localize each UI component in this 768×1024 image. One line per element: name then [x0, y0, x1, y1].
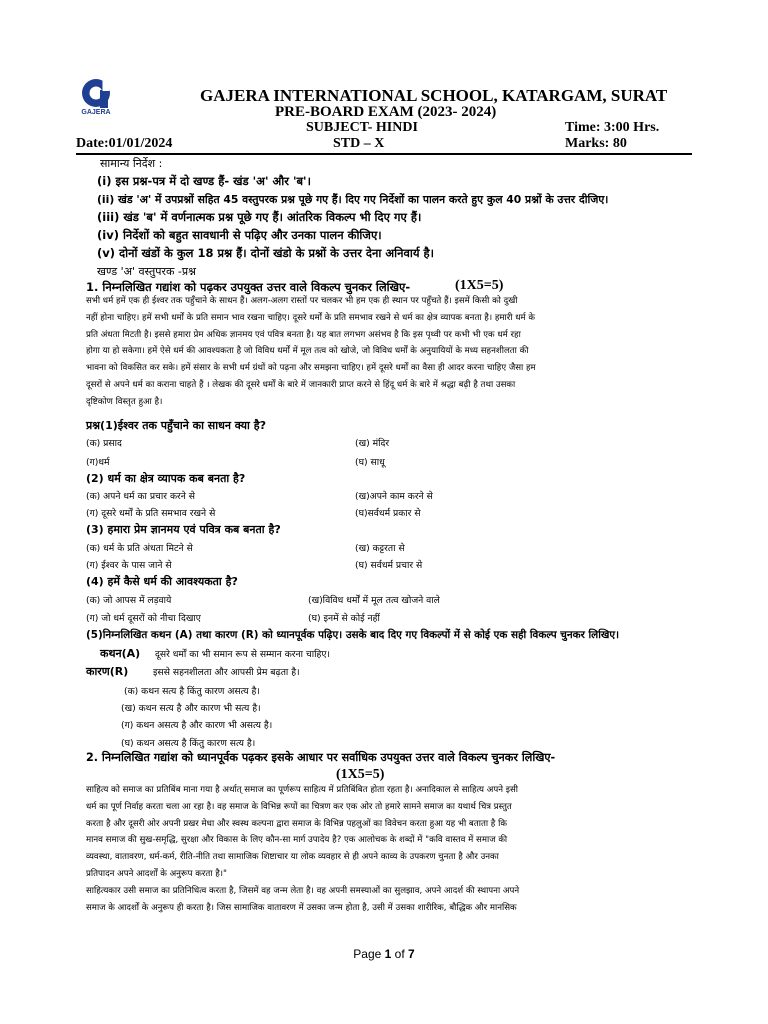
q1-passage-line: होगा या हो सकेगा। हमें ऐसे धर्म की आवश्यकता है जो विविध धर्मों में मूल तत्व को खोजे, जो विविध धर्मों के अनुयायियों के मध्य सहनशीलता की — [86, 346, 529, 357]
instruction-3: (iii) खंड 'ब' में वर्णनात्मक प्रश्न पूछे गए हैं। आंतरिक विकल्प भी दिए गए हैं। — [97, 210, 422, 224]
q2-passage-line: साहित्य को समाज का प्रतिबिंब माना गया है अर्थात् समाज का पूर्णरूप साहित्य में प्रतिबिंबित होता रहता है। अनादिकाल से साहित्य अपने इसी — [86, 785, 518, 795]
q2-passage-line: प्रतिपादन अपने आदर्शों के अनुरूप करता है।" — [86, 868, 227, 879]
exam-time: Time: 3:00 Hrs. — [565, 120, 660, 135]
q2-passage-line: साहित्यकार उसी समाज का प्रतिनिधित्व करता है, जिसमें वह जन्म लेता है। वह अपनी समस्याओं का सुलझाव, अपने आदर्श की स्थापना अपने — [86, 885, 520, 896]
q1-5-option-b: (ख) कथन सत्य है और कारण भी सत्य है। — [121, 703, 261, 714]
q1-1-option-b: (ख) मंदिर — [355, 438, 390, 449]
q1-4-option-c: (ग) जो धर्म दूसरों को नीचा दिखाए — [86, 613, 201, 624]
instruction-2: (ii) खंड 'अ' में उपप्रश्नों सहित 45 वस्तुपरक प्रश्न पूछे गए हैं। दिए गए निर्देशों का पालन करते हुए कुल 40 प्रश्नों के उत्तर दीजिए। — [97, 193, 609, 206]
q1-3-option-c: (ग) ईश्वर के पास जाने से — [86, 560, 172, 571]
q1-5-question: (5)निम्नलिखित कथन (A) तथा कारण (R) को ध्यानपूर्वक पढ़िए। उसके बाद दिए गए विकल्पों में से कोई एक सही विकल्प चुनकर लिखिए। — [86, 629, 620, 641]
instruction-4: (iv) निर्देशों को बहुत सावधानी से पढ़िए और उनका पालन कीजिए। — [97, 228, 382, 242]
page-number — [0, 947, 768, 961]
q1-passage-line: नहीं होना चाहिए। हमें सभी धर्मों के प्रति समान भाव रखना चाहिए। दूसरे धर्मों के प्रति समभाव रखने से धर्म का क्षेत्र व्यापक बनता है। हमारी धर्म के — [86, 312, 536, 323]
q2-passage — [86, 782, 692, 916]
q2-passage-line: धर्म का पूर्ण निर्वाह करता चला आ रहा है। वह समाज के विभिन्न रूपों का चित्रण कर एक ओर तो हमारे सामने समाज का यथार्थ चित्र प्रस्तुत — [86, 801, 512, 812]
q1-4-option-b: (ख)विविध धर्मों में मूल तत्व खोजने वाले — [308, 595, 440, 606]
logo-text: GAJERA — [81, 109, 111, 116]
q1-marks: (1X5=5) — [455, 278, 504, 293]
q2-passage-line: मानव समाज की सुख-समृद्धि, सुरक्षा और विकास के लिए कौन-सा मार्ग उपादेय है? एक आलोचक के शब्दों में "कवि वास्तव में समाज की — [86, 835, 508, 846]
q1-3-option-a: (क) धर्म के प्रति अंधता मिटने से — [86, 543, 193, 554]
q1-passage-line: प्रति अंधता मिटती है। इससे हमारा प्रेम अधिक ज्ञानमय एवं पवित्र बनता है। यह बात लगभग असंभव है कि इस पृथ्वी पर कभी भी एक धर्म रहा — [86, 329, 521, 340]
exam-date: Date:01/01/2024 — [76, 136, 173, 151]
q1-heading: 1. निम्नलिखित गद्यांश को पढ़कर उपयुक्त उत्तर वाले विकल्प चुनकर लिखिए- — [86, 280, 411, 294]
page-current: 1 — [384, 947, 392, 961]
q2-marks: (1X5=5) — [336, 767, 385, 782]
q1-passage — [86, 293, 692, 411]
q1-1-option-a: (क) प्रसाद — [86, 438, 122, 449]
q1-3-option-b: (ख) कट्टरता से — [355, 543, 405, 554]
total-marks: Marks: 80 — [565, 136, 627, 151]
q1-1-option-c: (ग)धर्म — [86, 457, 110, 468]
q1-passage-line: दूसरों से अपने धर्म का कराना चाहते हैं । लेखक की दूसरे धर्मों के बारे में जानकारी प्राप्त करने से हिंदू धर्म के बारे में श्रद्धा बढ़ी है तथा उसका — [86, 379, 516, 390]
q1-passage-line: सभी धर्म हमें एक ही ईश्वर तक पहुँचाने के साधन हैं। अलग-अलग रास्तों पर चलकर भी हम एक ही स्थान पर पहुँचते हैं। इसमें किसी को दुखी — [86, 296, 518, 306]
page-of: of — [391, 947, 409, 961]
exam-title: PRE-BOARD EXAM (2023- 2024) — [275, 104, 497, 120]
q1-2-option-b: (ख)अपने काम करने से — [355, 491, 433, 502]
q1-4-option-a: (क) जो आपस में लड़वाये — [86, 595, 172, 606]
q2-passage-line: करता है और दूसरी ओर अपनी प्रखर मेधा और स्वस्थ कल्पना द्वारा समाज के विभिन्न पहलुओं का विवेचन करता हुआ यह भी बताता है कि — [86, 818, 507, 829]
q1-3-option-d: (घ) सर्वधर्म प्रचार से — [355, 560, 423, 571]
q1-2-option-d: (घ)सर्वधर्म प्रकार से — [355, 508, 421, 519]
q1-1-question: प्रश्न(1)ईश्वर तक पहुँचाने का साधन क्या है? — [86, 419, 266, 432]
q2-passage-line: समाज के आदर्शों के अनुरूप ही करता है। जिस सामाजिक वातावरण में उसका जन्म होता है, उसी में उसका शारीरिक, बौद्धिक और मानसिक — [86, 902, 517, 913]
instructions-title: सामान्य निर्देश : — [100, 157, 163, 170]
q1-passage-line: दृष्टिकोण विस्तृत हुआ है। — [86, 396, 163, 407]
school-logo — [76, 76, 116, 124]
q1-5-option-c: (ग) कथन असत्य है और कारण भी असत्य है। — [121, 720, 273, 731]
q1-5-option-a: (क) कथन सत्य है किंतु कारण असत्य है। — [124, 686, 260, 697]
q1-1-option-d: (घ) साधू — [355, 457, 385, 468]
subject: SUBJECT- HINDI — [306, 120, 418, 135]
standard: STD – X — [333, 136, 385, 151]
q1-passage-line: भावना को विकसित कर सके। हमें संसार के सभी धर्म ग्रंथों को पढ़ना और समझना चाहिए। हमें दूसरे धर्मों का वैसा ही आदर करना चाहिए जैसा हम — [86, 363, 536, 374]
kathan-text: दूसरे धर्मों का भी समान रूप से सम्मान करना चाहिए। — [155, 649, 330, 660]
header-divider — [76, 153, 692, 155]
kathan-label: कथन(A) — [100, 647, 141, 660]
karan-text: इससे सहनशीलता और आपसी प्रेम बढ़ता है। — [153, 667, 300, 678]
q1-4-question: (4) हमें कैसे धर्म की आवश्यकता है? — [86, 575, 238, 588]
q1-4-option-d: (घ) इनमें से कोई नहीं — [308, 613, 380, 624]
karan-label: कारण(R) — [86, 665, 129, 678]
page-total: 7 — [408, 947, 415, 961]
instruction-5: (v) दोनों खंडों के कुल 18 प्रश्न हैं। दोनों खंडो के प्रश्नों के उत्तर देना अनिवार्य है। — [97, 246, 435, 260]
q2-passage-line: व्यवस्था, वातावरण, धर्म-कर्म, रीति-नीति तथा सामाजिक शिष्टाचार या लोक व्यवहार से ही अपने काव्य के उपकरण चुनता है और उनका — [86, 852, 499, 863]
logo-mark-icon — [76, 76, 116, 124]
page-label: Page — [353, 947, 385, 961]
instruction-1: (i) इस प्रश्न-पत्र में दो खण्ड हैं- खंड 'अ' और 'ब'। — [97, 174, 311, 188]
q1-2-option-a: (क) अपने धर्म का प्रचार करने से — [86, 491, 195, 502]
section-a-title: खण्ड 'अ' वस्तुपरक -प्रश्न — [97, 265, 196, 278]
q1-3-question: (3) हमारा प्रेम ज्ञानमय एवं पवित्र कब बनता है? — [86, 523, 281, 536]
school-name: GAJERA INTERNATIONAL SCHOOL, KATARGAM, SURAT — [200, 86, 668, 105]
q1-2-question: (2) धर्म का क्षेत्र व्यापक कब बनता है? — [86, 472, 246, 485]
q1-2-option-c: (ग) दूसरे धर्मों के प्रति समभाव रखने से — [86, 508, 216, 519]
q2-heading: 2. निम्नलिखित गद्यांश को ध्यानपूर्वक पढ़कर इसके आधार पर सर्वाधिक उपयुक्त उत्तर वाले विकल्प चुनकर लिखिए- — [86, 751, 556, 764]
q1-5-option-d: (घ) कथन असत्य है किंतु कारण सत्य है। — [121, 738, 256, 749]
